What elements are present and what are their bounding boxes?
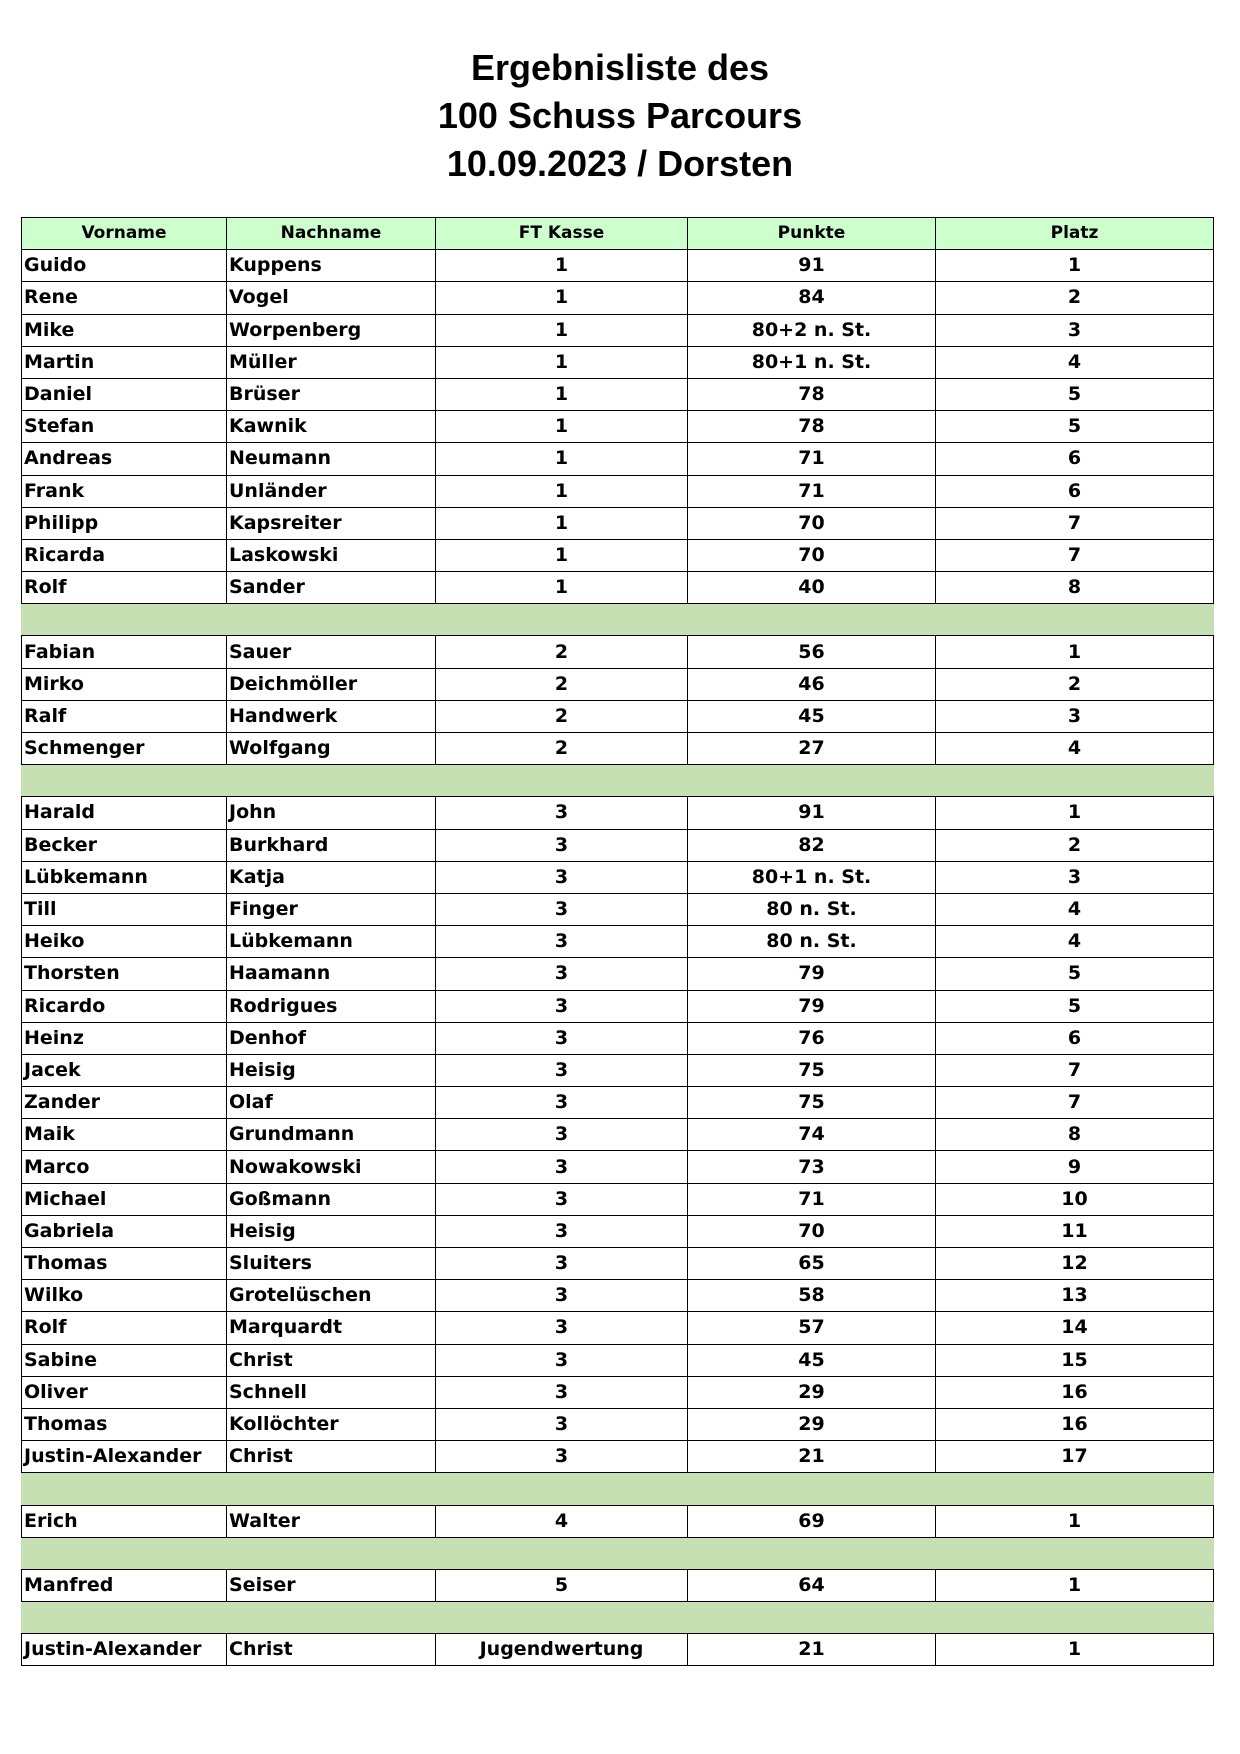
table-row [22,990,1214,1022]
table-row [22,346,1214,378]
nachname-cell: Unländer [227,475,436,507]
nachname-cell: Sauer [227,636,436,668]
header-row [22,218,1214,250]
platz-cell: 7 [936,507,1214,539]
ft-kasse-cell: 3 [436,1344,688,1376]
vorname-cell: Oliver [22,1376,227,1408]
platz-cell: 4 [936,346,1214,378]
punkte-cell: 78 [688,411,936,443]
separator-cell [936,1537,1214,1569]
nachname-cell: Brüser [227,378,436,410]
table-row [22,1376,1214,1408]
table-row [22,1569,1214,1601]
table-row [22,443,1214,475]
table-row [22,1408,1214,1440]
nachname-cell: Sander [227,572,436,604]
nachname-cell: Heisig [227,1054,436,1086]
platz-cell: 7 [936,1054,1214,1086]
vorname-cell: Heinz [22,1022,227,1054]
separator-cell [936,1473,1214,1505]
separator-cell [436,1537,688,1569]
nachname-cell: Müller [227,346,436,378]
platz-cell: 4 [936,926,1214,958]
table-row [22,1280,1214,1312]
ft-kasse-cell: 3 [436,1119,688,1151]
ft-kasse-cell: 1 [436,507,688,539]
vorname-cell: Till [22,893,227,925]
ft-kasse-cell: 2 [436,733,688,765]
punkte-cell: 27 [688,733,936,765]
vorname-cell: Thorsten [22,958,227,990]
nachname-cell: Heisig [227,1215,436,1247]
punkte-cell: 65 [688,1248,936,1280]
vorname-cell: Harald [22,797,227,829]
vorname-cell: Heiko [22,926,227,958]
table-row [22,1022,1214,1054]
punkte-cell: 84 [688,282,936,314]
results-table [21,217,1214,1666]
vorname-cell: Justin-Alexander [22,1634,227,1666]
platz-cell: 12 [936,1248,1214,1280]
ft-kasse-cell: 3 [436,958,688,990]
table-row [22,1312,1214,1344]
ft-kasse-cell: 3 [436,1183,688,1215]
nachname-cell: Laskowski [227,539,436,571]
ft-kasse-cell: 3 [436,1441,688,1473]
nachname-cell: Grotelüschen [227,1280,436,1312]
group-separator-row [22,1473,1214,1505]
ft-kasse-cell: 2 [436,636,688,668]
platz-cell: 14 [936,1312,1214,1344]
table-row [22,250,1214,282]
nachname-cell: Kapsreiter [227,507,436,539]
vorname-cell: Becker [22,829,227,861]
table-row [22,539,1214,571]
nachname-cell: Seiser [227,1569,436,1601]
vorname-cell: Manfred [22,1569,227,1601]
nachname-cell: Burkhard [227,829,436,861]
nachname-cell: Schnell [227,1376,436,1408]
platz-cell: 1 [936,1634,1214,1666]
ft-kasse-cell: 1 [436,282,688,314]
punkte-cell: 40 [688,572,936,604]
table-row [22,700,1214,732]
header-nachname: Nachname [227,218,436,250]
ft-kasse-cell: 3 [436,990,688,1022]
platz-cell: 5 [936,990,1214,1022]
vorname-cell: Wilko [22,1280,227,1312]
vorname-cell: Justin-Alexander [22,1441,227,1473]
platz-cell: 9 [936,1151,1214,1183]
separator-cell [22,765,227,797]
platz-cell: 2 [936,668,1214,700]
punkte-cell: 73 [688,1151,936,1183]
nachname-cell: Worpenberg [227,314,436,346]
table-row [22,893,1214,925]
punkte-cell: 46 [688,668,936,700]
nachname-cell: Wolfgang [227,733,436,765]
table-row [22,1119,1214,1151]
platz-cell: 7 [936,539,1214,571]
title-line-1: Ergebnisliste des [470,47,770,88]
separator-cell [227,604,436,636]
vorname-cell: Rene [22,282,227,314]
group-separator-row [22,765,1214,797]
punkte-cell: 76 [688,1022,936,1054]
platz-cell: 13 [936,1280,1214,1312]
ft-kasse-cell: 3 [436,1376,688,1408]
separator-cell [688,1602,936,1634]
nachname-cell: Neumann [227,443,436,475]
separator-cell [436,604,688,636]
platz-cell: 3 [936,700,1214,732]
vorname-cell: Guido [22,250,227,282]
ft-kasse-cell: 3 [436,1280,688,1312]
nachname-cell: Haamann [227,958,436,990]
platz-cell: 11 [936,1215,1214,1247]
platz-cell: 7 [936,1087,1214,1119]
platz-cell: 17 [936,1441,1214,1473]
punkte-cell: 91 [688,797,936,829]
ft-kasse-cell: 3 [436,926,688,958]
vorname-cell: Andreas [22,443,227,475]
vorname-cell: Ralf [22,700,227,732]
table-row [22,1087,1214,1119]
ft-kasse-cell: 1 [436,250,688,282]
separator-cell [22,604,227,636]
nachname-cell: Rodrigues [227,990,436,1022]
separator-cell [688,1473,936,1505]
ft-kasse-cell: 3 [436,1215,688,1247]
punkte-cell: 71 [688,443,936,475]
platz-cell: 1 [936,250,1214,282]
vorname-cell: Gabriela [22,1215,227,1247]
nachname-cell: Sluiters [227,1248,436,1280]
nachname-cell: Kawnik [227,411,436,443]
separator-cell [936,604,1214,636]
platz-cell: 3 [936,314,1214,346]
ft-kasse-cell: 2 [436,700,688,732]
separator-cell [436,1473,688,1505]
header-vorname: Vorname [22,218,227,250]
separator-cell [688,604,936,636]
title-line-3: 10.09.2023 / Dorsten [446,143,794,184]
platz-cell: 4 [936,733,1214,765]
separator-cell [22,1602,227,1634]
ft-kasse-cell: 4 [436,1505,688,1537]
table-row [22,797,1214,829]
punkte-cell: 80+1 n. St. [688,861,936,893]
ft-kasse-cell: 3 [436,1408,688,1440]
platz-cell: 1 [936,636,1214,668]
punkte-cell: 58 [688,1280,936,1312]
platz-cell: 2 [936,282,1214,314]
ft-kasse-cell: 3 [436,829,688,861]
ft-kasse-cell: 1 [436,572,688,604]
nachname-cell: Kuppens [227,250,436,282]
nachname-cell: Vogel [227,282,436,314]
separator-cell [436,1602,688,1634]
vorname-cell: Lübkemann [22,861,227,893]
punkte-cell: 21 [688,1441,936,1473]
table-row [22,1441,1214,1473]
platz-cell: 8 [936,572,1214,604]
nachname-cell: Kollöchter [227,1408,436,1440]
ft-kasse-cell: 1 [436,443,688,475]
group-separator-row [22,1537,1214,1569]
title-line-2: 100 Schuss Parcours [437,95,803,136]
vorname-cell: Erich [22,1505,227,1537]
table-row [22,411,1214,443]
punkte-cell: 71 [688,1183,936,1215]
ft-kasse-cell: 1 [436,378,688,410]
punkte-cell: 45 [688,1344,936,1376]
punkte-cell: 79 [688,990,936,1022]
separator-cell [22,1473,227,1505]
nachname-cell: Katja [227,861,436,893]
platz-cell: 3 [936,861,1214,893]
platz-cell: 8 [936,1119,1214,1151]
ft-kasse-cell: 2 [436,668,688,700]
vorname-cell: Zander [22,1087,227,1119]
ft-kasse-cell: Jugendwertung [436,1634,688,1666]
ft-kasse-cell: 3 [436,797,688,829]
ft-kasse-cell: 3 [436,893,688,925]
vorname-cell: Thomas [22,1248,227,1280]
platz-cell: 1 [936,797,1214,829]
separator-cell [227,1602,436,1634]
nachname-cell: Marquardt [227,1312,436,1344]
ft-kasse-cell: 1 [436,346,688,378]
vorname-cell: Fabian [22,636,227,668]
ft-kasse-cell: 3 [436,1054,688,1086]
punkte-cell: 80 n. St. [688,926,936,958]
punkte-cell: 80+2 n. St. [688,314,936,346]
punkte-cell: 70 [688,1215,936,1247]
table-row [22,668,1214,700]
table-row [22,829,1214,861]
group-separator-row [22,604,1214,636]
punkte-cell: 21 [688,1634,936,1666]
table-row [22,926,1214,958]
punkte-cell: 29 [688,1408,936,1440]
punkte-cell: 75 [688,1087,936,1119]
vorname-cell: Philipp [22,507,227,539]
table-row [22,861,1214,893]
separator-cell [936,765,1214,797]
ft-kasse-cell: 1 [436,411,688,443]
ft-kasse-cell: 3 [436,1022,688,1054]
vorname-cell: Jacek [22,1054,227,1086]
table-row [22,1248,1214,1280]
punkte-cell: 70 [688,539,936,571]
punkte-cell: 80 n. St. [688,893,936,925]
vorname-cell: Ricarda [22,539,227,571]
nachname-cell: Lübkemann [227,926,436,958]
table-row [22,1215,1214,1247]
ft-kasse-cell: 3 [436,861,688,893]
document-title [0,44,1240,188]
vorname-cell: Frank [22,475,227,507]
table-row [22,1151,1214,1183]
nachname-cell: Nowakowski [227,1151,436,1183]
nachname-cell: Olaf [227,1087,436,1119]
vorname-cell: Stefan [22,411,227,443]
vorname-cell: Martin [22,346,227,378]
platz-cell: 6 [936,1022,1214,1054]
results-body [22,250,1214,1666]
platz-cell: 2 [936,829,1214,861]
platz-cell: 15 [936,1344,1214,1376]
table-row [22,378,1214,410]
table-row [22,475,1214,507]
ft-kasse-cell: 3 [436,1087,688,1119]
vorname-cell: Maik [22,1119,227,1151]
table-row [22,733,1214,765]
ft-kasse-cell: 3 [436,1248,688,1280]
nachname-cell: Walter [227,1505,436,1537]
ft-kasse-cell: 1 [436,539,688,571]
table-row [22,572,1214,604]
platz-cell: 1 [936,1505,1214,1537]
vorname-cell: Daniel [22,378,227,410]
header-ft-kasse: FT Kasse [436,218,688,250]
nachname-cell: Deichmöller [227,668,436,700]
vorname-cell: Rolf [22,1312,227,1344]
vorname-cell: Thomas [22,1408,227,1440]
nachname-cell: Grundmann [227,1119,436,1151]
separator-cell [688,1537,936,1569]
group-separator-row [22,1602,1214,1634]
nachname-cell: Goßmann [227,1183,436,1215]
nachname-cell: Christ [227,1634,436,1666]
platz-cell: 5 [936,378,1214,410]
nachname-cell: Finger [227,893,436,925]
ft-kasse-cell: 3 [436,1312,688,1344]
nachname-cell: Denhof [227,1022,436,1054]
punkte-cell: 78 [688,378,936,410]
vorname-cell: Schmenger [22,733,227,765]
punkte-cell: 70 [688,507,936,539]
punkte-cell: 29 [688,1376,936,1408]
punkte-cell: 45 [688,700,936,732]
header-punkte: Punkte [688,218,936,250]
separator-cell [22,1537,227,1569]
vorname-cell: Ricardo [22,990,227,1022]
vorname-cell: Marco [22,1151,227,1183]
ft-kasse-cell: 3 [436,1151,688,1183]
punkte-cell: 82 [688,829,936,861]
punkte-cell: 74 [688,1119,936,1151]
nachname-cell: Handwerk [227,700,436,732]
punkte-cell: 57 [688,1312,936,1344]
table-row [22,314,1214,346]
nachname-cell: Christ [227,1344,436,1376]
ft-kasse-cell: 1 [436,314,688,346]
platz-cell: 16 [936,1408,1214,1440]
vorname-cell: Mirko [22,668,227,700]
ft-kasse-cell: 1 [436,475,688,507]
separator-cell [227,1473,436,1505]
table-row [22,1634,1214,1666]
nachname-cell: Christ [227,1441,436,1473]
punkte-cell: 69 [688,1505,936,1537]
table-row [22,636,1214,668]
vorname-cell: Rolf [22,572,227,604]
separator-cell [436,765,688,797]
punkte-cell: 56 [688,636,936,668]
table-row [22,958,1214,990]
ft-kasse-cell: 5 [436,1569,688,1601]
header-platz: Platz [936,218,1214,250]
vorname-cell: Sabine [22,1344,227,1376]
platz-cell: 16 [936,1376,1214,1408]
platz-cell: 10 [936,1183,1214,1215]
platz-cell: 5 [936,958,1214,990]
separator-cell [227,1537,436,1569]
table-row [22,507,1214,539]
platz-cell: 5 [936,411,1214,443]
table-row [22,1183,1214,1215]
nachname-cell: John [227,797,436,829]
punkte-cell: 71 [688,475,936,507]
vorname-cell: Mike [22,314,227,346]
punkte-cell: 64 [688,1569,936,1601]
platz-cell: 1 [936,1569,1214,1601]
separator-cell [227,765,436,797]
table-row [22,282,1214,314]
platz-cell: 6 [936,475,1214,507]
punkte-cell: 79 [688,958,936,990]
punkte-cell: 75 [688,1054,936,1086]
platz-cell: 4 [936,893,1214,925]
platz-cell: 6 [936,443,1214,475]
punkte-cell: 91 [688,250,936,282]
vorname-cell: Michael [22,1183,227,1215]
separator-cell [936,1602,1214,1634]
table-row [22,1505,1214,1537]
separator-cell [688,765,936,797]
punkte-cell: 80+1 n. St. [688,346,936,378]
table-row [22,1344,1214,1376]
table-row [22,1054,1214,1086]
